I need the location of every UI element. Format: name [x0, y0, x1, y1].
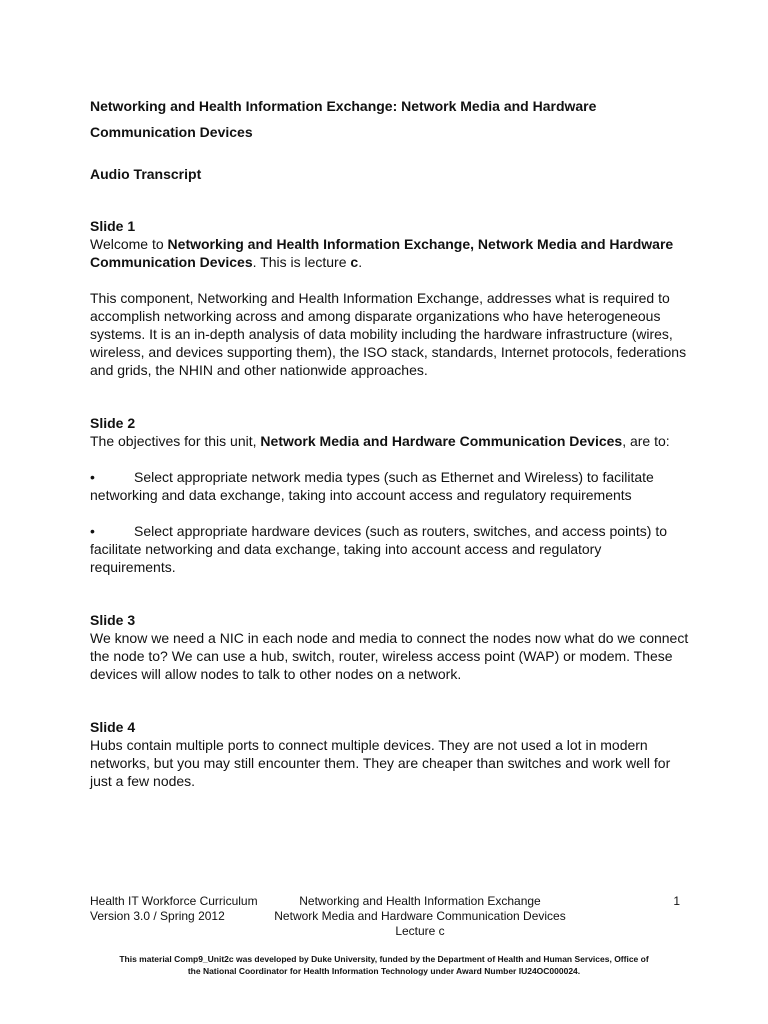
bullet-icon: • — [90, 469, 95, 485]
disclaimer-line-2: the National Coordinator for Health Information Technology under Award Number IU24OC000024. — [187, 966, 581, 976]
paragraph-text: The objectives for this unit, — [90, 433, 261, 449]
slide-paragraph — [90, 235, 690, 271]
slide-heading: Slide 1 — [90, 218, 136, 234]
footer-version: Version 3.0 / Spring 2012 — [90, 909, 225, 923]
slide-paragraph — [90, 432, 690, 450]
slide-section-1 — [90, 217, 690, 379]
slide-heading: Slide 3 — [90, 612, 136, 628]
slide-heading: Slide 2 — [90, 415, 136, 431]
footer-lecture: Lecture c — [395, 924, 445, 938]
bold-text: c — [350, 254, 359, 270]
bullet-item — [90, 468, 690, 504]
slide-paragraph: Hubs contain multiple ports to connect multiple devices. They are not used a lot in modern networks, but you may still encounter them. They are cheaper than switches and work well for just a few nodes. — [90, 737, 671, 789]
document-body — [90, 93, 690, 790]
footer-unit-title: Network Media and Hardware Communication Devices — [274, 909, 566, 923]
footer-left — [90, 894, 290, 924]
document-subtitle: Audio Transcript — [90, 166, 202, 182]
slide-section-3 — [90, 611, 690, 683]
slide-paragraph: This component, Networking and Health Information Exchange, addresses what is required to accomplish networking across and among disparate organizations who have heterogeneous systems. It is an in-depth analysis of data mobility including the hardware infrastructure (wires, wireless, and devices supporting them), the ISO stack, standards, Internet protocols, federations and grids, the NHIN and other nationwide approaches. — [90, 290, 687, 378]
slide-section-4 — [90, 718, 690, 790]
slide-paragraph: We know we need a NIC in each node and media to connect the nodes now what do we connect the node to? We can use a hub, switch, router, wireless access point (WAP) or modem. These devices will allow nodes to talk to other nodes on a network. — [90, 630, 689, 682]
paragraph-text: , are to: — [622, 433, 670, 449]
page-number: 1 — [673, 894, 680, 908]
document-title-line-2: Communication Devices — [90, 124, 253, 140]
bullet-text: Select appropriate network media types (such as Ethernet and Wireless) to facilitate networking and data exchange, taking into account access and regulatory requirements — [90, 469, 654, 503]
slide-section-2 — [90, 414, 690, 576]
funding-disclaimer — [86, 953, 682, 977]
paragraph-text: . — [358, 254, 363, 270]
bullet-text: Select appropriate hardware devices (such as routers, switches, and access points) to facilitate networking and data exchange, taking into account access and regulatory requirements. — [90, 523, 668, 575]
paragraph-text: . This is lecture — [252, 254, 351, 270]
paragraph-text: Welcome to — [90, 236, 168, 252]
bullet-icon: • — [90, 523, 95, 539]
bullet-item — [90, 522, 690, 576]
document-title-line-1: Networking and Health Information Exchange: Network Media and Hardware — [90, 98, 597, 114]
disclaimer-line-1: This material Comp9_Unit2c was developed by Duke University, funded by the Department of Health and Human Services, Office of — [119, 954, 649, 964]
footer-curriculum: Health IT Workforce Curriculum — [90, 894, 258, 908]
bold-text: Networking and Health Information Exchange, Network Media and Hardware Communication Devices — [90, 236, 674, 270]
footer-component-title: Networking and Health Information Exchange — [299, 894, 541, 908]
slide-heading: Slide 4 — [90, 719, 136, 735]
bold-text: Network Media and Hardware Communication Devices — [260, 433, 623, 449]
footer-center — [270, 894, 570, 939]
